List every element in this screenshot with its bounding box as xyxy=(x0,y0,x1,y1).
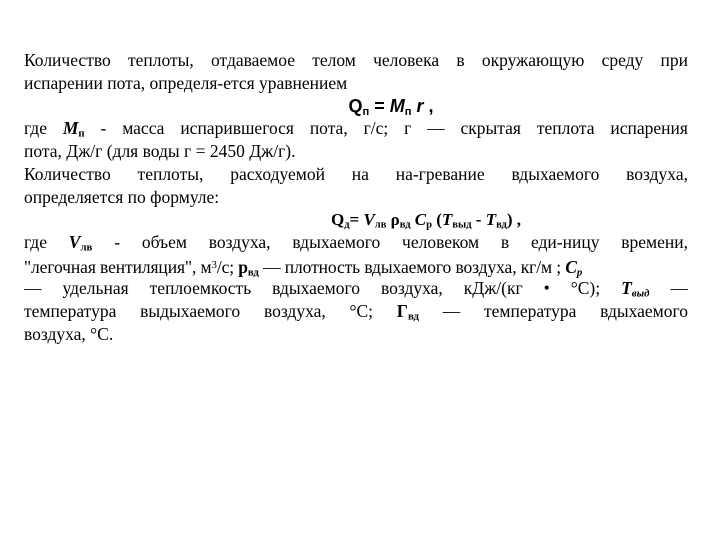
para3-word: расходуемой xyxy=(230,163,325,184)
para4-word: температура xyxy=(484,300,577,321)
formula2-rho-sub: вд xyxy=(399,219,411,231)
para3-word: Количество xyxy=(24,163,111,184)
para4-l2-rho: р xyxy=(238,257,248,278)
para2-word: пота, xyxy=(309,118,348,139)
para4-l2-cp-sub: р xyxy=(576,266,583,279)
para4-word: температура xyxy=(24,300,117,321)
para2-m xyxy=(63,117,85,140)
para4-word: кДж/(кг xyxy=(463,277,523,298)
para4-l2-b: /с; xyxy=(216,257,239,278)
formula1-r: r xyxy=(411,95,424,116)
formula2-c: C xyxy=(410,209,427,229)
para4-word: воздуха, xyxy=(208,232,271,253)
para4-g xyxy=(397,300,419,323)
para2-line2: пота, Дж/г (для воды г = 2450 Дж/г). xyxy=(24,141,296,162)
para4-word: вдыхаемого xyxy=(292,232,381,253)
para1-line1 xyxy=(24,49,688,72)
formula1-tail: , xyxy=(423,95,434,116)
para4-word: в xyxy=(500,232,510,253)
para4-word: — xyxy=(442,300,461,321)
para3-word: на-гревание xyxy=(395,163,485,184)
para4-v-letter: V xyxy=(68,232,81,253)
para2-word: испарившегося xyxy=(180,118,294,139)
formula2-minus: - xyxy=(471,209,486,229)
para4-line5: воздуха, °С. xyxy=(24,323,114,344)
para3-line1 xyxy=(24,163,688,186)
formula2-rho: ρ xyxy=(386,209,400,229)
para4-t-sub: выд xyxy=(631,287,650,300)
formula1-q-sub: п xyxy=(362,105,370,118)
formula2-open: ( xyxy=(431,209,442,229)
para4-g-letter: Г xyxy=(396,300,408,321)
para1-line2: испарении пота, определя-ется уравнением xyxy=(24,72,348,93)
para4-word: времени, xyxy=(621,232,688,253)
para3-word: вдыхаемого xyxy=(511,163,600,184)
para4-l2-sup: 3 xyxy=(211,259,217,272)
para1-line1-text: Количество теплоты, отдаваемое телом человека в окружающую среду при xyxy=(24,50,688,70)
para2-m-sub: п xyxy=(78,128,85,141)
para4-t-letter: Т xyxy=(621,277,632,298)
para4-t xyxy=(621,277,649,300)
para4-v xyxy=(69,231,93,254)
formula1-q: Q xyxy=(348,95,363,116)
para2-line1 xyxy=(24,117,688,140)
formula2-q: Q xyxy=(330,209,345,229)
formula-heat-evaporation xyxy=(24,95,688,118)
para4-line3 xyxy=(24,277,688,300)
para4-l2-rho-sub: вд xyxy=(247,266,259,279)
formula2-eq: = xyxy=(349,209,364,229)
para2-word: масса xyxy=(122,118,165,139)
para4-line2 xyxy=(24,254,688,277)
formula2-close: ) , xyxy=(506,209,522,229)
formula1-m: M xyxy=(389,95,405,116)
para4-word: °С; xyxy=(349,300,374,321)
formula2-q-sub: д xyxy=(344,219,350,231)
para4-word: удельная xyxy=(62,277,129,298)
lecture-text xyxy=(24,49,688,345)
para4-g-sub: вд xyxy=(407,310,420,323)
para4-word: объем xyxy=(141,232,187,253)
para4-word: — xyxy=(670,277,688,298)
formula2-t2-sub: вд xyxy=(496,219,507,231)
para3-word: воздуха, xyxy=(626,163,688,184)
para4-l2-a: "легочная вентиляция", м xyxy=(24,257,212,278)
formula2-c-sub: p xyxy=(426,219,432,231)
para4-word: теплоемкость xyxy=(149,277,252,298)
para4-word: - xyxy=(114,232,121,253)
formula1-m-sub: п xyxy=(404,105,412,118)
formula2-v: V xyxy=(363,209,375,229)
para3-word: теплоты, xyxy=(137,163,204,184)
para4-word: вдыхаемого xyxy=(600,300,688,321)
para4-v-sub: лв xyxy=(80,242,93,255)
para2-word: скрытая xyxy=(460,118,521,139)
para4-line1 xyxy=(24,231,688,254)
para4-word: — xyxy=(24,277,42,298)
para2-m-letter: M xyxy=(62,118,79,139)
para2-word: г xyxy=(404,118,412,139)
para4-line4 xyxy=(24,300,688,323)
para2-word: где xyxy=(24,118,47,139)
formula-heat-inhaled-air xyxy=(24,209,688,232)
para4-l2-cp: С xyxy=(565,257,577,278)
para4-word: • xyxy=(543,277,550,298)
para2-word: теплота xyxy=(536,118,595,139)
formula2-t1-sub: выд xyxy=(452,219,472,231)
para4-word: вдыхаемого xyxy=(272,277,360,298)
formula2-v-sub: лв xyxy=(374,219,387,231)
formula2-t2: T xyxy=(485,209,497,229)
para4-word: еди-ницу xyxy=(530,232,600,253)
para4-word: воздуха, xyxy=(263,300,326,321)
para2-word: — xyxy=(427,118,445,139)
para4-word: где xyxy=(24,232,47,253)
para4-word: выдыхаемого xyxy=(140,300,241,321)
para4-l2-c: — плотность вдыхаемого воздуха, кг/м ; xyxy=(258,257,566,278)
para2-word: г/с; xyxy=(363,118,389,139)
para4-word: воздуха, xyxy=(380,277,443,298)
formula2-t1: T xyxy=(441,209,453,229)
para4-word: °С); xyxy=(570,277,601,298)
para2-word: - xyxy=(100,118,107,139)
para3-line2: определяется по формуле: xyxy=(24,186,220,207)
formula1-eq: = xyxy=(369,95,390,116)
para2-word: испарения xyxy=(610,118,688,139)
para3-word: на xyxy=(351,163,369,184)
para4-word: человеком xyxy=(402,232,480,253)
